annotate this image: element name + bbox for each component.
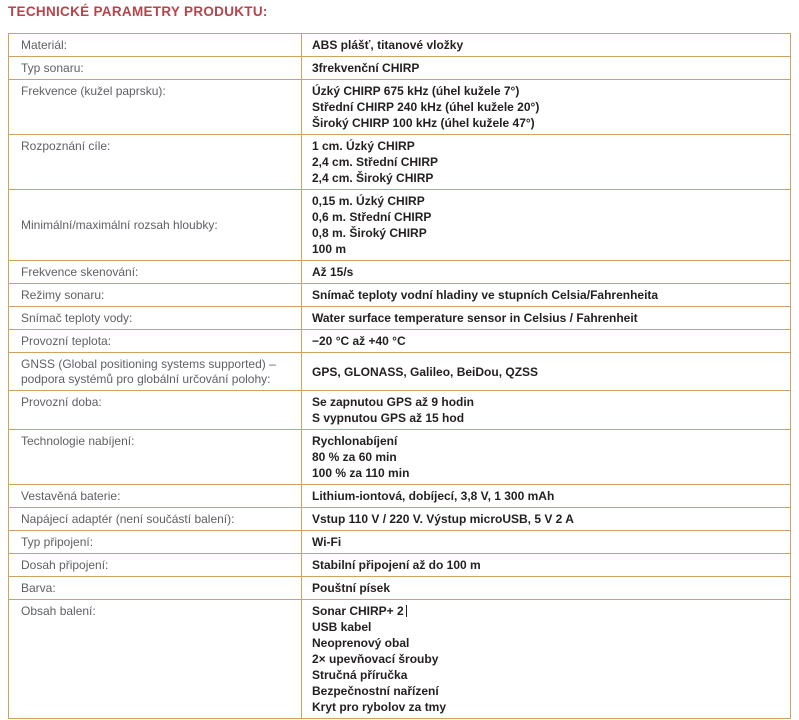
row-label: Snímač teploty vody: [9,307,302,329]
row-value [302,391,790,429]
row-label: Frekvence skenování: [9,261,302,283]
row-value [302,330,790,352]
row-value [302,284,790,306]
value-line: S vypnutou GPS až 15 hod [312,411,465,425]
value-line: 100 m [312,242,347,256]
value-line: Water surface temperature sensor in Celsius / Fahrenheit [312,311,638,325]
value-line: Pouštní písek [312,581,391,595]
value-line: 0,8 m. Široký CHIRP [312,226,427,240]
row-label: Provozní doba: [9,391,302,429]
table-row-color [9,576,790,599]
row-value [302,57,790,79]
table-row-scan-rate [9,260,790,283]
value-line: 1 cm. Úzký CHIRP [312,139,415,153]
row-label: GNSS (Global positioning systems supported) – podpora systémů pro globální určování polohy: [9,353,302,390]
row-value [302,135,790,189]
row-label: Frekvence (kužel paprsku): [9,80,302,134]
value-line: Kryt pro rybolov za tmy [312,700,447,714]
value-line: GPS, GLONASS, Galileo, BeiDou, QZSS [312,364,539,379]
spec-table [8,33,791,719]
value-line: 80 % za 60 min [312,450,397,464]
row-label: Materiál: [9,34,302,56]
value-line: Stručná příručka [312,668,408,682]
row-value [302,353,790,390]
value-line: Vstup 110 V / 220 V. Výstup microUSB, 5 V 2 A [312,512,574,526]
page-title: TECHNICKÉ PARAMETRY PRODUKTU: [8,4,268,19]
value-line: USB kabel [312,620,372,634]
table-row-connection-type [9,530,790,553]
table-row-operating-temp [9,329,790,352]
row-value [302,430,790,484]
row-label: Technologie nabíjení: [9,430,302,484]
value-line: Wi-Fi [312,535,342,549]
value-line: ABS plášť, titanové vložky [312,38,464,52]
table-row-battery [9,484,790,507]
value-line: 2,4 cm. Střední CHIRP [312,155,439,169]
table-row-power-adapter [9,507,790,530]
row-label: Napájecí adaptér (není součástí balení): [9,508,302,530]
text-cursor [406,605,407,617]
value-line: Lithium-iontová, dobíjecí, 3,8 V, 1 300 mAh [312,489,555,503]
row-value [302,307,790,329]
row-value [302,577,790,599]
value-line: Střední CHIRP 240 kHz (úhel kužele 20°) [312,100,540,114]
value-line: 3frekvenční CHIRP [312,61,420,75]
row-value [302,554,790,576]
value-line: Rychlonabíjení [312,434,398,448]
table-row-sonar-modes [9,283,790,306]
value-line: Neoprenový obal [312,636,410,650]
value-line: Až 15/s [312,265,354,279]
table-row-water-temp-sensor [9,306,790,329]
value-line: 0,15 m. Úzký CHIRP [312,194,425,208]
value-line: Se zapnutou GPS až 9 hodin [312,395,475,409]
row-label: Dosah připojení: [9,554,302,576]
row-value [302,508,790,530]
row-value [302,190,790,260]
row-value [302,34,790,56]
value-line: −20 °C až +40 °C [312,334,406,348]
table-row-target-separation [9,134,790,189]
value-line: 100 % za 110 min [312,466,410,480]
table-row-frequency [9,79,790,134]
row-label: Barva: [9,577,302,599]
table-row-sonar-type [9,56,790,79]
table-row-connection-range [9,553,790,576]
value-line-text: Sonar CHIRP+ 2 [312,604,404,618]
row-label: Typ připojení: [9,531,302,553]
table-row-battery-life [9,390,790,429]
row-value [302,80,790,134]
row-label: Obsah balení: [9,600,302,718]
value-line [312,603,782,619]
table-row-material [9,34,790,56]
row-label: Provozní teplota: [9,330,302,352]
row-label: Rozpoznání cíle: [9,135,302,189]
row-label: Režimy sonaru: [9,284,302,306]
row-value [302,531,790,553]
value-line: Stabilní připojení až do 100 m [312,558,481,572]
row-value [302,261,790,283]
row-label: Vestavěná baterie: [9,485,302,507]
value-line: Široký CHIRP 100 kHz (úhel kužele 47°) [312,116,535,130]
value-line: Úzký CHIRP 675 kHz (úhel kužele 7°) [312,84,520,98]
value-line: 2× upevňovací šrouby [312,652,439,666]
value-line: Snímač teploty vodní hladiny ve stupních Celsia/Fahrenheita [312,288,659,302]
table-row-gnss [9,352,790,390]
row-label: Typ sonaru: [9,57,302,79]
value-line: 2,4 cm. Široký CHIRP [312,171,434,185]
row-label: Minimální/maximální rozsah hloubky: [9,190,302,260]
table-row-depth-range [9,189,790,260]
table-row-package-contents [9,599,790,718]
value-line: 0,6 m. Střední CHIRP [312,210,432,224]
table-row-charging [9,429,790,484]
package-contents-editable[interactable] [302,600,790,718]
value-line: Bezpečnostní nařízení [312,684,439,698]
row-value [302,485,790,507]
